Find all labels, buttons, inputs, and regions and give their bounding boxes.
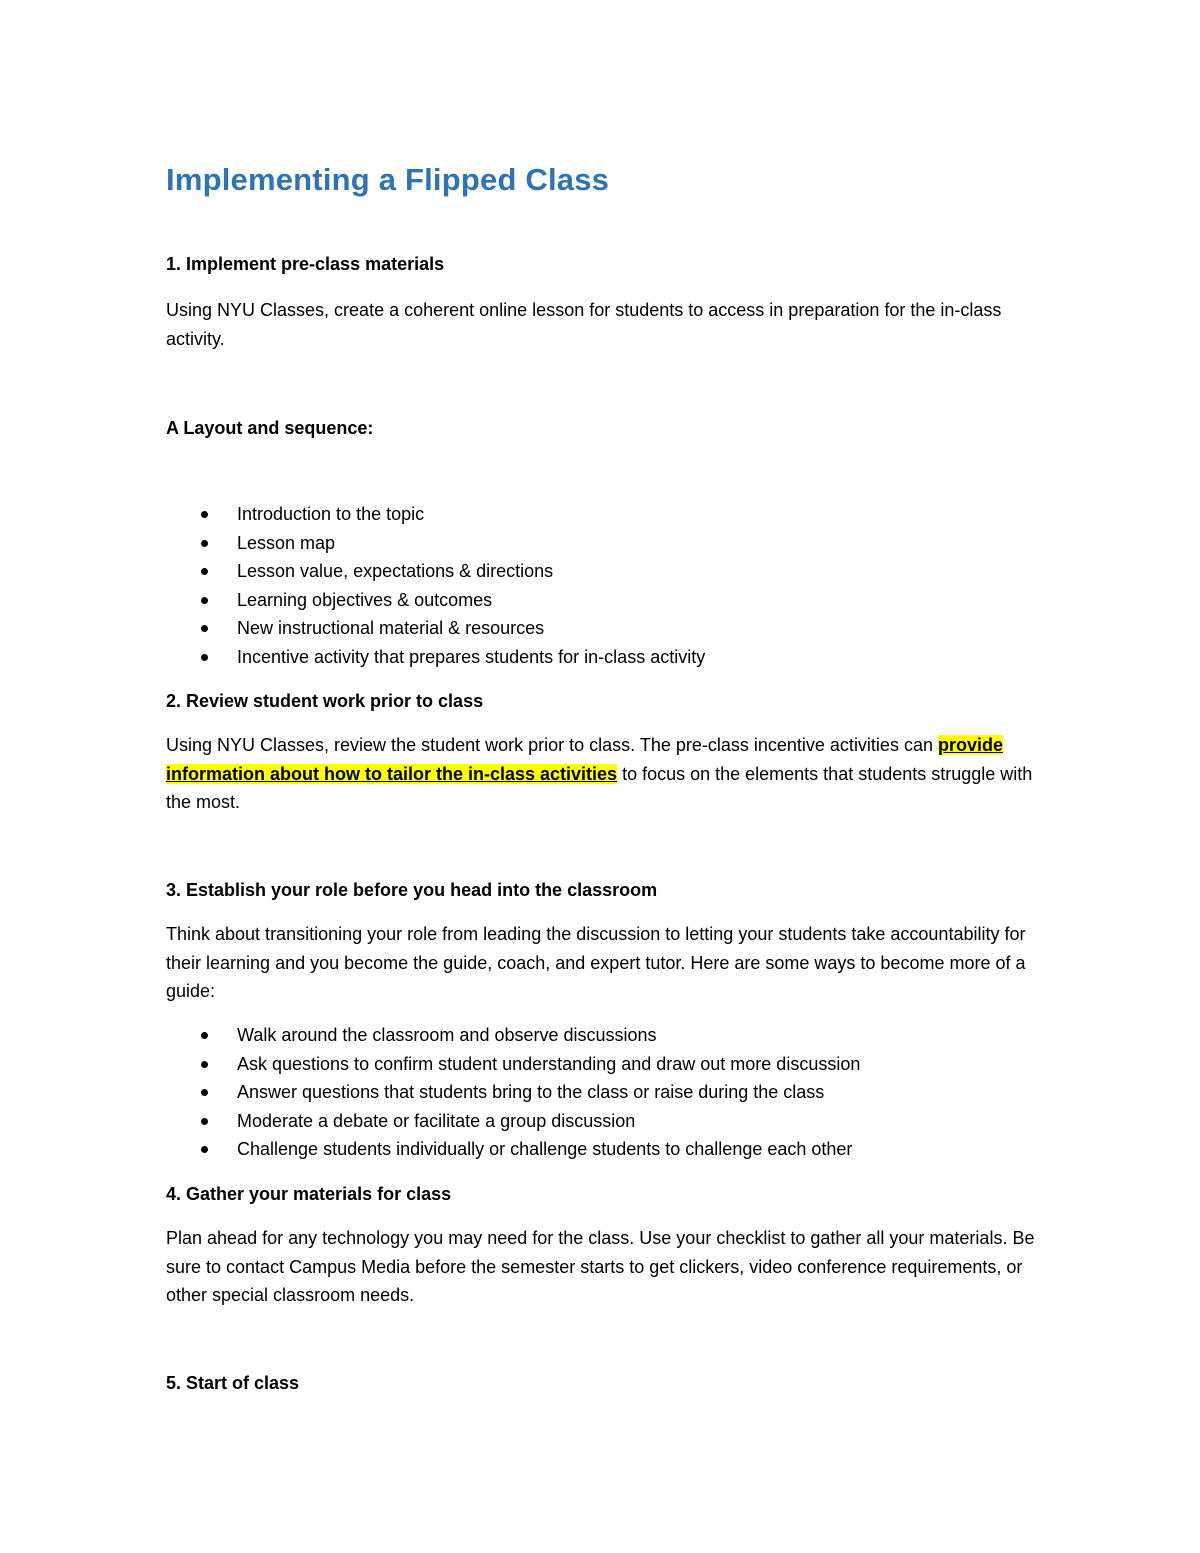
section-5-heading: 5. Start of class <box>166 1373 300 1393</box>
list-item-text: Walk around the classroom and observe discussions <box>237 1025 657 1045</box>
section-2-body <box>166 731 1046 817</box>
bullet-icon <box>201 568 208 575</box>
section-1-heading: 1. Implement pre-class materials <box>166 254 445 274</box>
section-1-subheading: A Layout and sequence: <box>166 418 374 438</box>
list-item <box>166 500 1046 529</box>
list-item <box>166 1050 1046 1079</box>
bullet-icon <box>201 511 208 518</box>
list-item-text: Lesson map <box>237 532 336 553</box>
bullet-icon <box>201 1118 208 1125</box>
bullet-icon <box>201 625 208 632</box>
list-item-text: Ask questions to confirm student understanding and draw out more discussion <box>237 1053 861 1074</box>
list-item <box>166 586 1046 615</box>
bullet-icon <box>201 1032 208 1039</box>
section-3-body: Think about transitioning your role from leading the discussion to letting your students take accountability for their learning and you become the guide, coach, and expert tutor. Here are some ways to become more of a guide: <box>166 924 1026 1001</box>
list-item <box>166 557 1046 586</box>
section-4-body: Plan ahead for any technology you may need for the class. Use your checklist to gather all your materials. Be sure to contact Campus Media before the semester starts to get clickers, video conference requirements, or other special classroom needs. <box>166 1228 1035 1305</box>
list-item-text: Incentive activity that prepares students for in-class activity <box>237 646 706 667</box>
bullet-icon <box>201 540 208 547</box>
section-1-bullet-list <box>166 500 1046 671</box>
section-2-body-start: Using NYU Classes, review the student work prior to class. The pre-class incentive activities can <box>166 735 938 755</box>
bullet-icon <box>201 654 208 661</box>
bullet-icon <box>201 597 208 604</box>
list-item-text: New instructional material & resources <box>237 618 545 638</box>
section-2-body-end: to focus on the elements that students struggle with the most. <box>166 763 1033 812</box>
list-item-text: Moderate a debate or facilitate a group discussion <box>237 1110 636 1131</box>
list-item-text: Answer questions that students bring to the class or raise during the class <box>237 1082 825 1102</box>
list-item-text: Lesson value, expectations & directions <box>237 561 554 581</box>
bullet-icon <box>201 1061 208 1068</box>
list-item <box>166 529 1046 558</box>
highlighted-text: provide information about how to tailor the in-class activities <box>166 735 1003 784</box>
section-2-heading: 2. Review student work prior to class <box>166 691 484 711</box>
bullet-icon <box>201 1146 208 1153</box>
list-item-text: Introduction to the topic <box>237 504 425 524</box>
list-item <box>166 1107 1046 1136</box>
section-1-body: Using NYU Classes, create a coherent online lesson for students to access in preparation for the in-class activity. <box>166 300 1002 349</box>
list-item-text: Challenge students individually or challenge students to challenge each other <box>237 1139 853 1159</box>
section-3-bullet-list <box>166 1021 1046 1164</box>
list-item <box>166 1078 1046 1107</box>
bullet-icon <box>201 1089 208 1096</box>
list-item-text: Learning objectives & outcomes <box>237 589 493 610</box>
section-4-heading: 4. Gather your materials for class <box>166 1184 452 1204</box>
page-title: Implementing a Flipped Class <box>166 162 610 197</box>
list-item <box>166 1135 1046 1164</box>
list-item <box>166 643 1046 672</box>
list-item <box>166 614 1046 643</box>
list-item <box>166 1021 1046 1050</box>
section-3-heading: 3. Establish your role before you head into the classroom <box>166 880 658 900</box>
